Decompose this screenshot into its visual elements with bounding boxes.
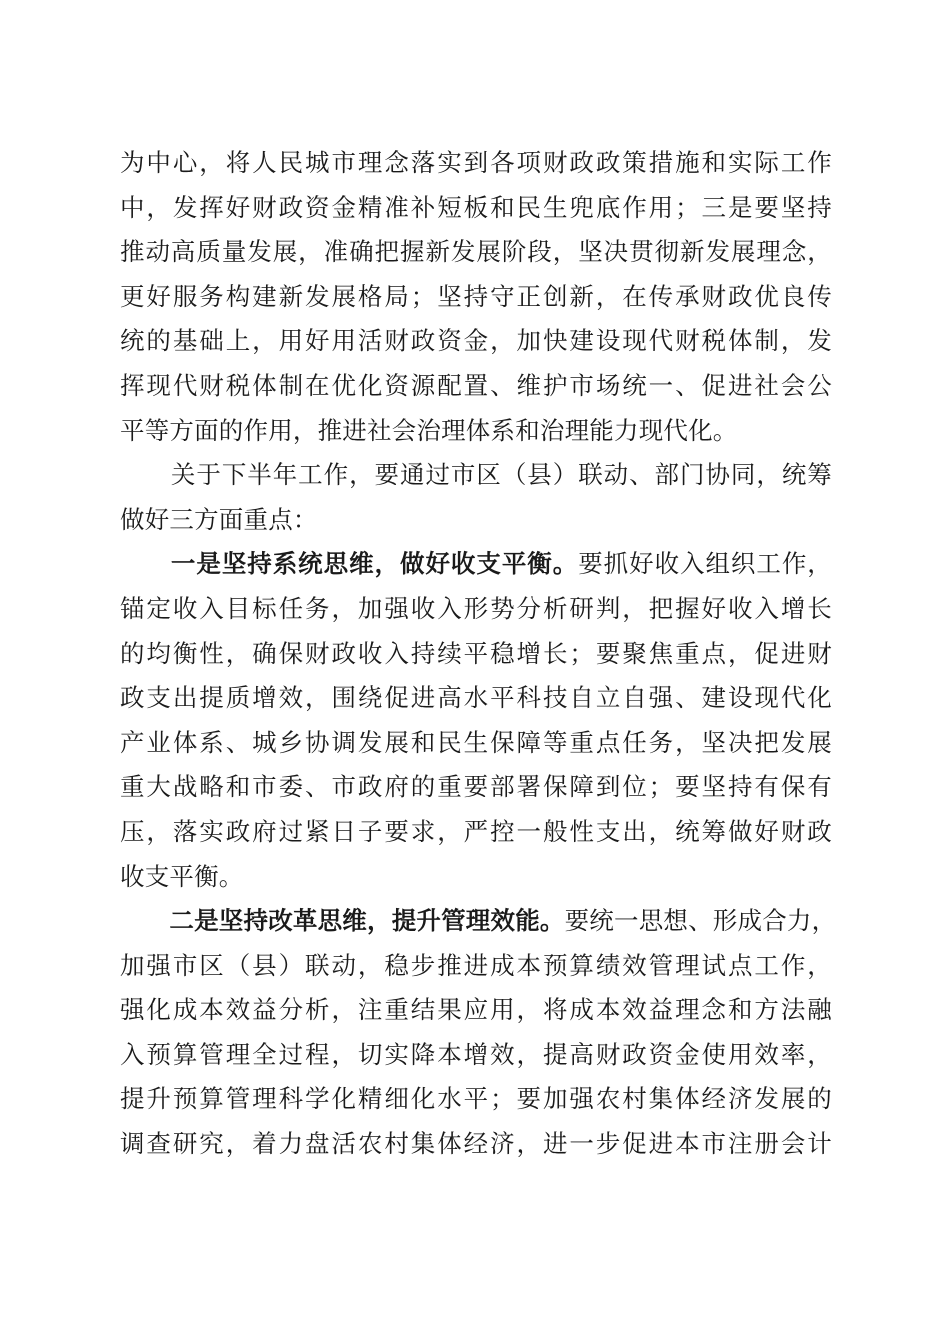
text-line: 政支出提质增效，围绕促进高水平科技自立自强、建设现代化 <box>120 683 832 713</box>
paragraph-2 <box>120 453 832 542</box>
text-run: 要抓好收入组织工作， <box>578 549 832 579</box>
text-line: 中，发挥好财政资金精准补短板和民生兜底作用；三是要坚持 <box>120 192 832 222</box>
text-line: 平等方面的作用，推进社会治理体系和治理能力现代化。 <box>120 415 738 445</box>
paragraph-heading: 二是坚持改革思维，提升管理效能。 <box>120 906 565 936</box>
text-line-with-heading <box>120 542 832 587</box>
paragraph-4 <box>120 899 837 1167</box>
text-line: 挥现代财税体制在优化资源配置、维护市场统一、促进社会公 <box>120 370 832 400</box>
text-line: 推动高质量发展，准确把握新发展阶段，坚决贯彻新发展理念， <box>120 237 832 267</box>
text-line: 做好三方面重点： <box>120 504 318 534</box>
text-line: 统的基础上，用好用活财政资金，加快建设现代财税体制，发 <box>120 326 832 356</box>
text-run: 要统一思想、形成合力， <box>564 906 837 936</box>
text-line-with-heading <box>120 899 837 944</box>
paragraph-heading: 一是坚持系统思维，做好收支平衡。 <box>120 549 579 579</box>
paragraph-1 <box>120 141 832 453</box>
text-line: 关于下半年工作，要通过市区（县）联动、部门协同，统筹 <box>120 460 832 490</box>
text-line: 压，落实政府过紧日子要求，严控一般性支出，统筹做好财政 <box>120 816 832 846</box>
paragraph-3 <box>120 542 832 899</box>
text-line: 重大战略和市委、市政府的重要部署保障到位；要坚持有保有 <box>120 772 832 802</box>
text-line: 提升预算管理科学化精细化水平；要加强农村集体经济发展的 <box>120 1084 832 1114</box>
text-line: 为中心，将人民城市理念落实到各项财政政策措施和实际工作 <box>120 148 832 177</box>
text-line: 收支平衡。 <box>120 861 244 891</box>
text-line: 加强市区（县）联动，稳步推进成本预算绩效管理试点工作， <box>120 950 832 980</box>
text-line: 锚定收入目标任务，加强收入形势分析研判，把握好收入增长 <box>120 593 832 623</box>
text-line: 的均衡性，确保财政收入持续平稳增长；要聚焦重点，促进财 <box>120 638 832 668</box>
text-line: 强化成本效益分析，注重结果应用，将成本效益理念和方法融 <box>120 995 832 1025</box>
text-line: 调查研究，着力盘活农村集体经济，进一步促进本市注册会计 <box>120 1129 832 1159</box>
text-line: 入预算管理全过程，切实降本增效，提高财政资金使用效率， <box>120 1039 832 1069</box>
document-body <box>120 141 837 1167</box>
text-line: 产业体系、城乡协调发展和民生保障等重点任务，坚决把发展 <box>120 727 832 757</box>
text-line: 更好服务构建新发展格局；坚持守正创新，在传承财政优良传 <box>120 281 832 311</box>
